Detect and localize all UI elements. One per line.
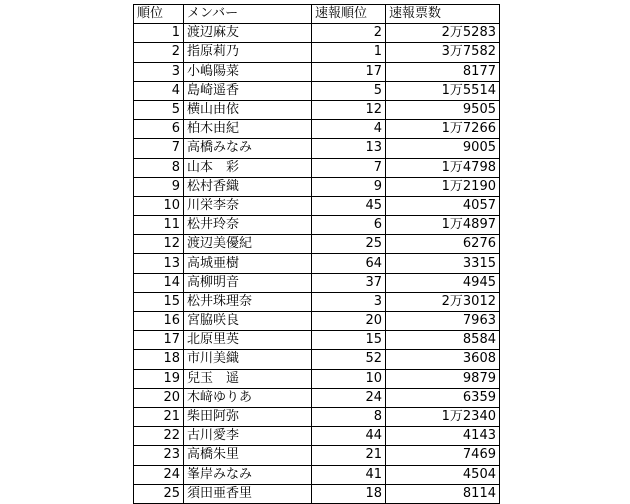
table-row <box>134 62 500 81</box>
table-row <box>134 254 500 273</box>
rank-cell: 1 <box>134 24 184 43</box>
table-row <box>134 369 500 388</box>
prelim-votes-cell: 8584 <box>386 331 500 350</box>
header-prelim-rank: 速報順位 <box>312 5 386 24</box>
header-member: メンバー <box>184 5 312 24</box>
header-rank: 順位 <box>134 5 184 24</box>
member-name-cell: 渡辺美優紀 <box>184 235 312 254</box>
table-row <box>134 273 500 292</box>
member-name-cell: 市川美織 <box>184 350 312 369</box>
prelim-votes-cell: 9005 <box>386 139 500 158</box>
rank-cell: 8 <box>134 158 184 177</box>
member-name-cell: 宮脇咲良 <box>184 312 312 331</box>
member-name-cell: 松井玲奈 <box>184 216 312 235</box>
member-name-cell: 小嶋陽菜 <box>184 62 312 81</box>
table-row <box>134 388 500 407</box>
prelim-rank-cell: 25 <box>312 235 386 254</box>
rank-cell: 14 <box>134 273 184 292</box>
rank-cell: 21 <box>134 407 184 426</box>
prelim-votes-cell: 3万7582 <box>386 43 500 62</box>
rank-cell: 3 <box>134 62 184 81</box>
member-name-cell: 渡辺麻友 <box>184 24 312 43</box>
table-row <box>134 484 500 503</box>
prelim-rank-cell: 15 <box>312 331 386 350</box>
table-row <box>134 292 500 311</box>
prelim-votes-cell: 7469 <box>386 446 500 465</box>
rank-cell: 12 <box>134 235 184 254</box>
member-name-cell: 古川愛李 <box>184 427 312 446</box>
prelim-votes-cell: 6276 <box>386 235 500 254</box>
member-name-cell: 横山由依 <box>184 100 312 119</box>
prelim-votes-cell: 1万4897 <box>386 216 500 235</box>
table-row <box>134 43 500 62</box>
member-name-cell: 木﨑ゆりあ <box>184 388 312 407</box>
rank-cell: 16 <box>134 312 184 331</box>
prelim-rank-cell: 45 <box>312 196 386 215</box>
rank-cell: 10 <box>134 196 184 215</box>
prelim-rank-cell: 64 <box>312 254 386 273</box>
prelim-votes-cell: 7963 <box>386 312 500 331</box>
prelim-votes-cell: 4504 <box>386 465 500 484</box>
prelim-rank-cell: 7 <box>312 158 386 177</box>
rank-cell: 7 <box>134 139 184 158</box>
rank-cell: 11 <box>134 216 184 235</box>
table-body <box>134 24 500 504</box>
member-name-cell: 兒玉 遥 <box>184 369 312 388</box>
member-name-cell: 山本 彩 <box>184 158 312 177</box>
prelim-rank-cell: 10 <box>312 369 386 388</box>
prelim-votes-cell: 4945 <box>386 273 500 292</box>
prelim-votes-cell: 1万5514 <box>386 81 500 100</box>
prelim-votes-cell: 1万2190 <box>386 177 500 196</box>
prelim-rank-cell: 4 <box>312 120 386 139</box>
prelim-votes-cell: 8114 <box>386 484 500 503</box>
prelim-votes-cell: 4057 <box>386 196 500 215</box>
prelim-votes-cell: 9879 <box>386 369 500 388</box>
prelim-rank-cell: 21 <box>312 446 386 465</box>
prelim-votes-cell: 3315 <box>386 254 500 273</box>
table-row <box>134 235 500 254</box>
rank-cell: 18 <box>134 350 184 369</box>
prelim-rank-cell: 6 <box>312 216 386 235</box>
prelim-rank-cell: 13 <box>312 139 386 158</box>
prelim-rank-cell: 3 <box>312 292 386 311</box>
prelim-rank-cell: 12 <box>312 100 386 119</box>
prelim-rank-cell: 5 <box>312 81 386 100</box>
table-row <box>134 100 500 119</box>
prelim-rank-cell: 1 <box>312 43 386 62</box>
rank-cell: 24 <box>134 465 184 484</box>
member-name-cell: 松井珠理奈 <box>184 292 312 311</box>
prelim-rank-cell: 20 <box>312 312 386 331</box>
member-name-cell: 柴田阿弥 <box>184 407 312 426</box>
member-name-cell: 松村香織 <box>184 177 312 196</box>
prelim-votes-cell: 3608 <box>386 350 500 369</box>
member-name-cell: 島崎遥香 <box>184 81 312 100</box>
header-prelim-votes: 速報票数 <box>386 5 500 24</box>
prelim-votes-cell: 2万3012 <box>386 292 500 311</box>
prelim-rank-cell: 44 <box>312 427 386 446</box>
table-row <box>134 120 500 139</box>
table-row <box>134 312 500 331</box>
table-row <box>134 446 500 465</box>
prelim-rank-cell: 52 <box>312 350 386 369</box>
prelim-rank-cell: 24 <box>312 388 386 407</box>
member-name-cell: 高柳明音 <box>184 273 312 292</box>
prelim-votes-cell: 8177 <box>386 62 500 81</box>
member-name-cell: 高橋みなみ <box>184 139 312 158</box>
table-row <box>134 81 500 100</box>
prelim-votes-cell: 4143 <box>386 427 500 446</box>
member-name-cell: 川栄李奈 <box>184 196 312 215</box>
prelim-votes-cell: 1万2340 <box>386 407 500 426</box>
header-row <box>134 5 500 24</box>
prelim-rank-cell: 8 <box>312 407 386 426</box>
prelim-rank-cell: 2 <box>312 24 386 43</box>
prelim-votes-cell: 2万5283 <box>386 24 500 43</box>
table-row <box>134 331 500 350</box>
table-row <box>134 465 500 484</box>
rank-cell: 17 <box>134 331 184 350</box>
rank-cell: 2 <box>134 43 184 62</box>
prelim-rank-cell: 17 <box>312 62 386 81</box>
prelim-votes-cell: 1万4798 <box>386 158 500 177</box>
table-row <box>134 196 500 215</box>
rank-cell: 22 <box>134 427 184 446</box>
rank-cell: 6 <box>134 120 184 139</box>
member-name-cell: 北原里英 <box>184 331 312 350</box>
prelim-rank-cell: 37 <box>312 273 386 292</box>
table-row <box>134 216 500 235</box>
table-row <box>134 158 500 177</box>
member-name-cell: 峯岸みなみ <box>184 465 312 484</box>
rank-cell: 9 <box>134 177 184 196</box>
rank-cell: 25 <box>134 484 184 503</box>
member-name-cell: 須田亜香里 <box>184 484 312 503</box>
member-name-cell: 高橋朱里 <box>184 446 312 465</box>
member-name-cell: 柏木由紀 <box>184 120 312 139</box>
rank-cell: 15 <box>134 292 184 311</box>
rank-cell: 4 <box>134 81 184 100</box>
rank-cell: 19 <box>134 369 184 388</box>
table-row <box>134 24 500 43</box>
table-row <box>134 350 500 369</box>
member-name-cell: 指原莉乃 <box>184 43 312 62</box>
prelim-rank-cell: 9 <box>312 177 386 196</box>
rank-cell: 13 <box>134 254 184 273</box>
member-name-cell: 高城亜樹 <box>184 254 312 273</box>
table-row <box>134 139 500 158</box>
table-row <box>134 427 500 446</box>
table-row <box>134 177 500 196</box>
prelim-rank-cell: 18 <box>312 484 386 503</box>
prelim-votes-cell: 6359 <box>386 388 500 407</box>
prelim-votes-cell: 1万7266 <box>386 120 500 139</box>
rank-cell: 5 <box>134 100 184 119</box>
prelim-votes-cell: 9505 <box>386 100 500 119</box>
ranking-table <box>133 4 500 504</box>
rank-cell: 20 <box>134 388 184 407</box>
prelim-rank-cell: 41 <box>312 465 386 484</box>
table-row <box>134 407 500 426</box>
rank-cell: 23 <box>134 446 184 465</box>
